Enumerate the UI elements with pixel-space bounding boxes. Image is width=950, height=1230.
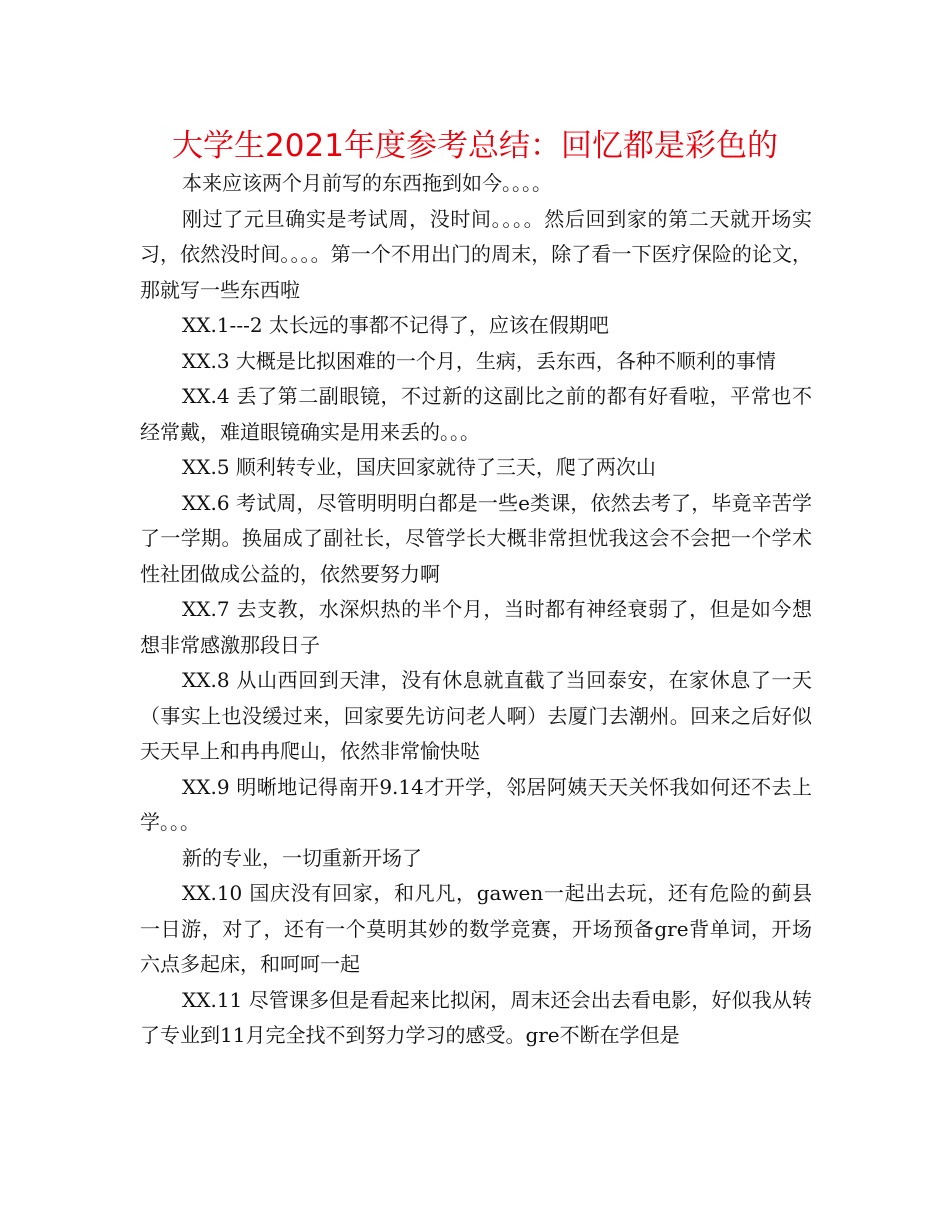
paragraph: XX.10 国庆没有回家，和凡凡，gawen一起出去玩，还有危险的蓟县一日游，对了，还有一个莫明其妙的数学竞赛，开场预备gre背单词，开场六点多起床，和呵呵一起 bbox=[140, 881, 812, 976]
paragraph: 刚过了元旦确实是考试周，没时间。。。。然后回到家的第二天就开场实习，依然没时间。。。。第一个不用出门的周末，除了看一下医疗保险的论文，那就写一些东西啦 bbox=[140, 206, 812, 302]
paragraph: XX.3 大概是比拟困难的一个月，生病，丢东西，各种不顺利的事情 bbox=[182, 348, 776, 373]
paragraph: 新的专业，一切重新开场了 bbox=[182, 845, 422, 870]
paragraph: XX.1---2 太长远的事都不记得了，应该在假期吧 bbox=[182, 313, 609, 337]
paragraph: XX.9 明晰地记得南开9.14才开学，邻居阿姨天天关怀我如何还不去上学。。。 bbox=[140, 774, 812, 834]
paragraph: XX.7 去支教，水深炽热的半个月，当时都有神经衰弱了，但是如今想想非常感激那段日子 bbox=[140, 597, 812, 657]
paragraph: XX.5 顺利转专业，国庆回家就待了三天，爬了两次山 bbox=[182, 455, 656, 479]
document-body bbox=[140, 166, 812, 1054]
document-title: 大学生2021年度参考总结：回忆都是彩色的 bbox=[172, 128, 778, 164]
paragraph: XX.11 尽管课多但是看起来比拟闲，周末还会出去看电影，好似我从转了专业到11月完全找不到努力学习的感受。gre不断在学但是 bbox=[140, 987, 812, 1047]
paragraph: XX.8 从山西回到天津，没有休息就直截了当回泰安，在家休息了一天（事实上也没缓过来，回家要先访问老人啊）去厦门去潮州。回来之后好似天天早上和冉冉爬山，依然非常愉快哒 bbox=[140, 668, 812, 763]
paragraph: XX.4 丢了第二副眼镜，不过新的这副比之前的都有好看啦，平常也不经常戴，难道眼镜确实是用来丢的。。。 bbox=[140, 384, 812, 444]
paragraph: XX.6 考试周，尽管明明明白都是一些e类课，依然去考了，毕竟辛苦学了一学期。换届成了副社长，尽管学长大概非常担忧我这会不会把一个学术性社团做成公益的，依然要努力啊 bbox=[140, 490, 812, 586]
paragraph: 本来应该两个月前写的东西拖到如今。。。。 bbox=[182, 171, 552, 195]
